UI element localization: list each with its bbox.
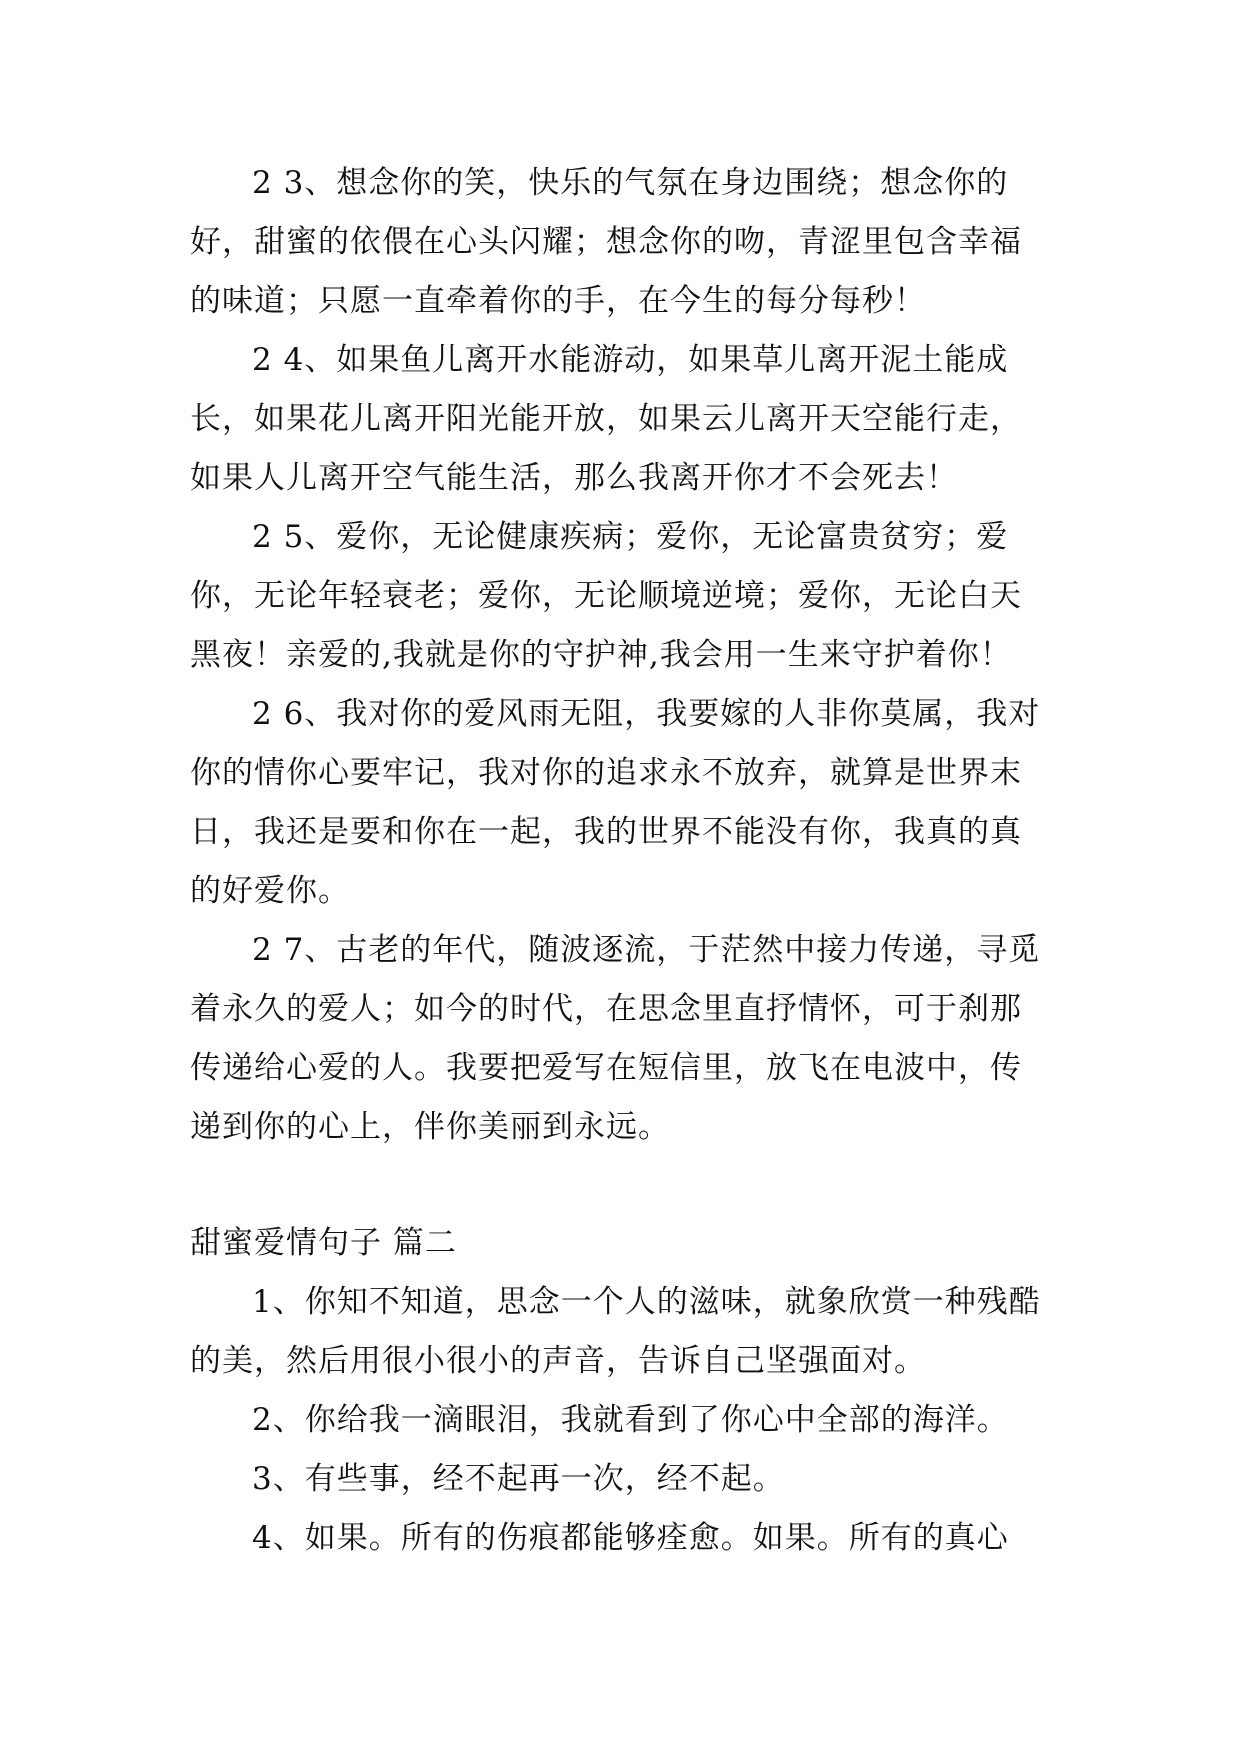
paragraph-24: 2 4、如果鱼儿离开水能游动，如果草儿离开泥土能成长，如果花儿离开阳光能开放，如果云儿离开天空能行走，如果人儿离开空气能生活，那么我离开你才不会死去！ [190, 342, 1022, 496]
paragraph-25: 2 5、爱你，无论健康疾病；爱你，无论富贵贫穷；爱你，无论年轻衰老；爱你，无论顺境逆境；爱你，无论白天黑夜！亲爱的,我就是你的守护神,我会用一生来守护着你！ [190, 519, 1022, 673]
paragraph-23: 2 3、想念你的笑，快乐的气氛在身边围绕；想念你的好，甜蜜的依偎在心头闪耀；想念你的吻，青涩里包含幸福的味道；只愿一直牵着你的手，在今生的每分每秒！ [190, 165, 1022, 319]
paragraph-1: 1、你知不知道，思念一个人的滋味，就象欣赏一种残酷的美，然后用很小很小的声音，告诉自己坚强面对。 [190, 1284, 1041, 1379]
section-heading: 甜蜜爱情句子 篇二 [190, 1225, 457, 1261]
paragraph-27: 2 7、古老的年代，随波逐流，于茫然中接力传递，寻觅着永久的爱人；如今的时代，在思念里直抒情怀，可于刹那传递给心爱的人。我要把爱写在短信里，放飞在电波中，传递到你的心上，伴你美丽到永远。 [190, 932, 1041, 1145]
paragraph-26: 2 6、我对你的爱风雨无阻，我要嫁的人非你莫属，我对你的情你心要牢记，我对你的追求永不放弃，就算是世界末日，我还是要和你在一起，我的世界不能没有你，我真的真的好爱你。 [190, 696, 1041, 909]
paragraph-3: 3、有些事，经不起再一次，经不起。 [252, 1461, 785, 1497]
paragraph-2: 2、你给我一滴眼泪，我就看到了你心中全部的海洋。 [252, 1402, 1009, 1438]
document-body [190, 154, 1050, 1568]
paragraph-4: 4、如果。所有的伤痕都能够痊愈。如果。所有的真心 [252, 1520, 1009, 1556]
